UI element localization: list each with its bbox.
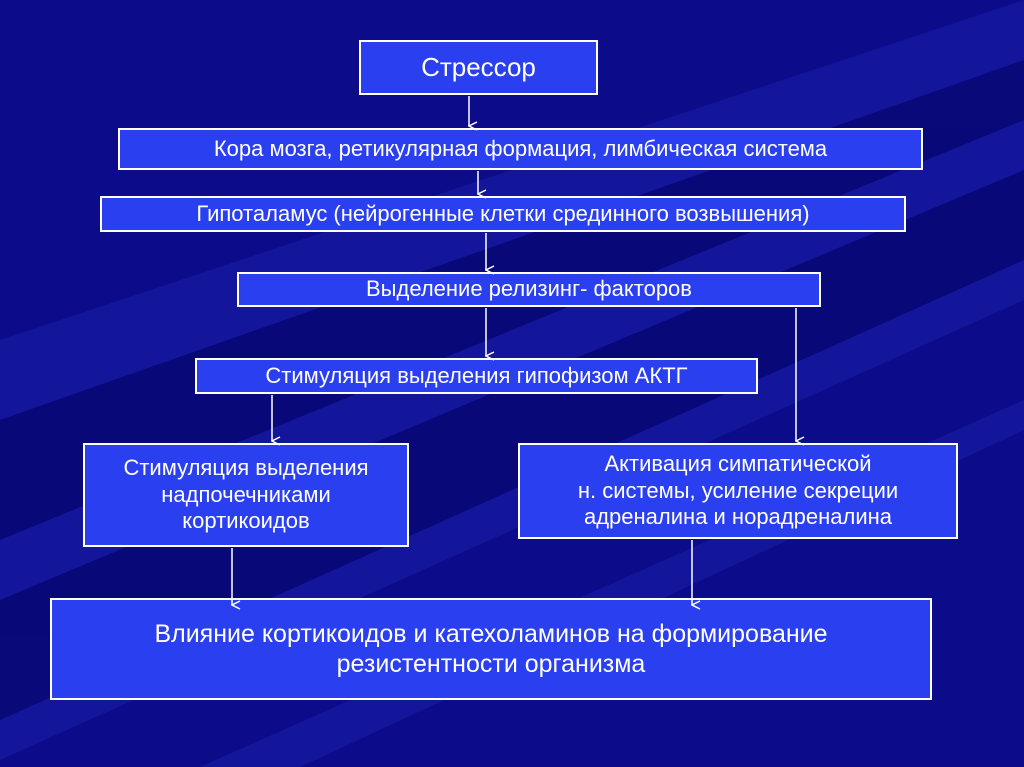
- hypothalamus-label: Гипоталамус (нейрогенные клетки срединного возвышения): [196, 200, 810, 226]
- acth-box: [195, 358, 758, 394]
- adrenal-label: Стимуляция выделения надпочечниками кортикоидов: [123, 454, 369, 534]
- releasing-factors-box: [237, 272, 821, 307]
- sympathetic-label: Активация симпатической н. системы, усиление секреции адреналина и норадреналина: [577, 450, 899, 530]
- stressor-label: Стрессор: [421, 51, 536, 82]
- stressor-box: [359, 40, 598, 95]
- sympathetic-box: [518, 443, 958, 539]
- result-box: [50, 598, 932, 700]
- hypothalamus-box: [100, 196, 906, 232]
- adrenal-box: [83, 443, 409, 547]
- acth-label: Стимуляция выделения гипофизом АКТГ: [265, 362, 688, 388]
- cortex-label: Кора мозга, ретикулярная формация, лимбическая система: [213, 135, 828, 161]
- cortex-box: [118, 128, 923, 170]
- releasing-factors-label: Выделение релизинг- факторов: [366, 276, 692, 302]
- result-label: Влияние кортикоидов и катехоламинов на формирование резистентности организма: [154, 619, 828, 678]
